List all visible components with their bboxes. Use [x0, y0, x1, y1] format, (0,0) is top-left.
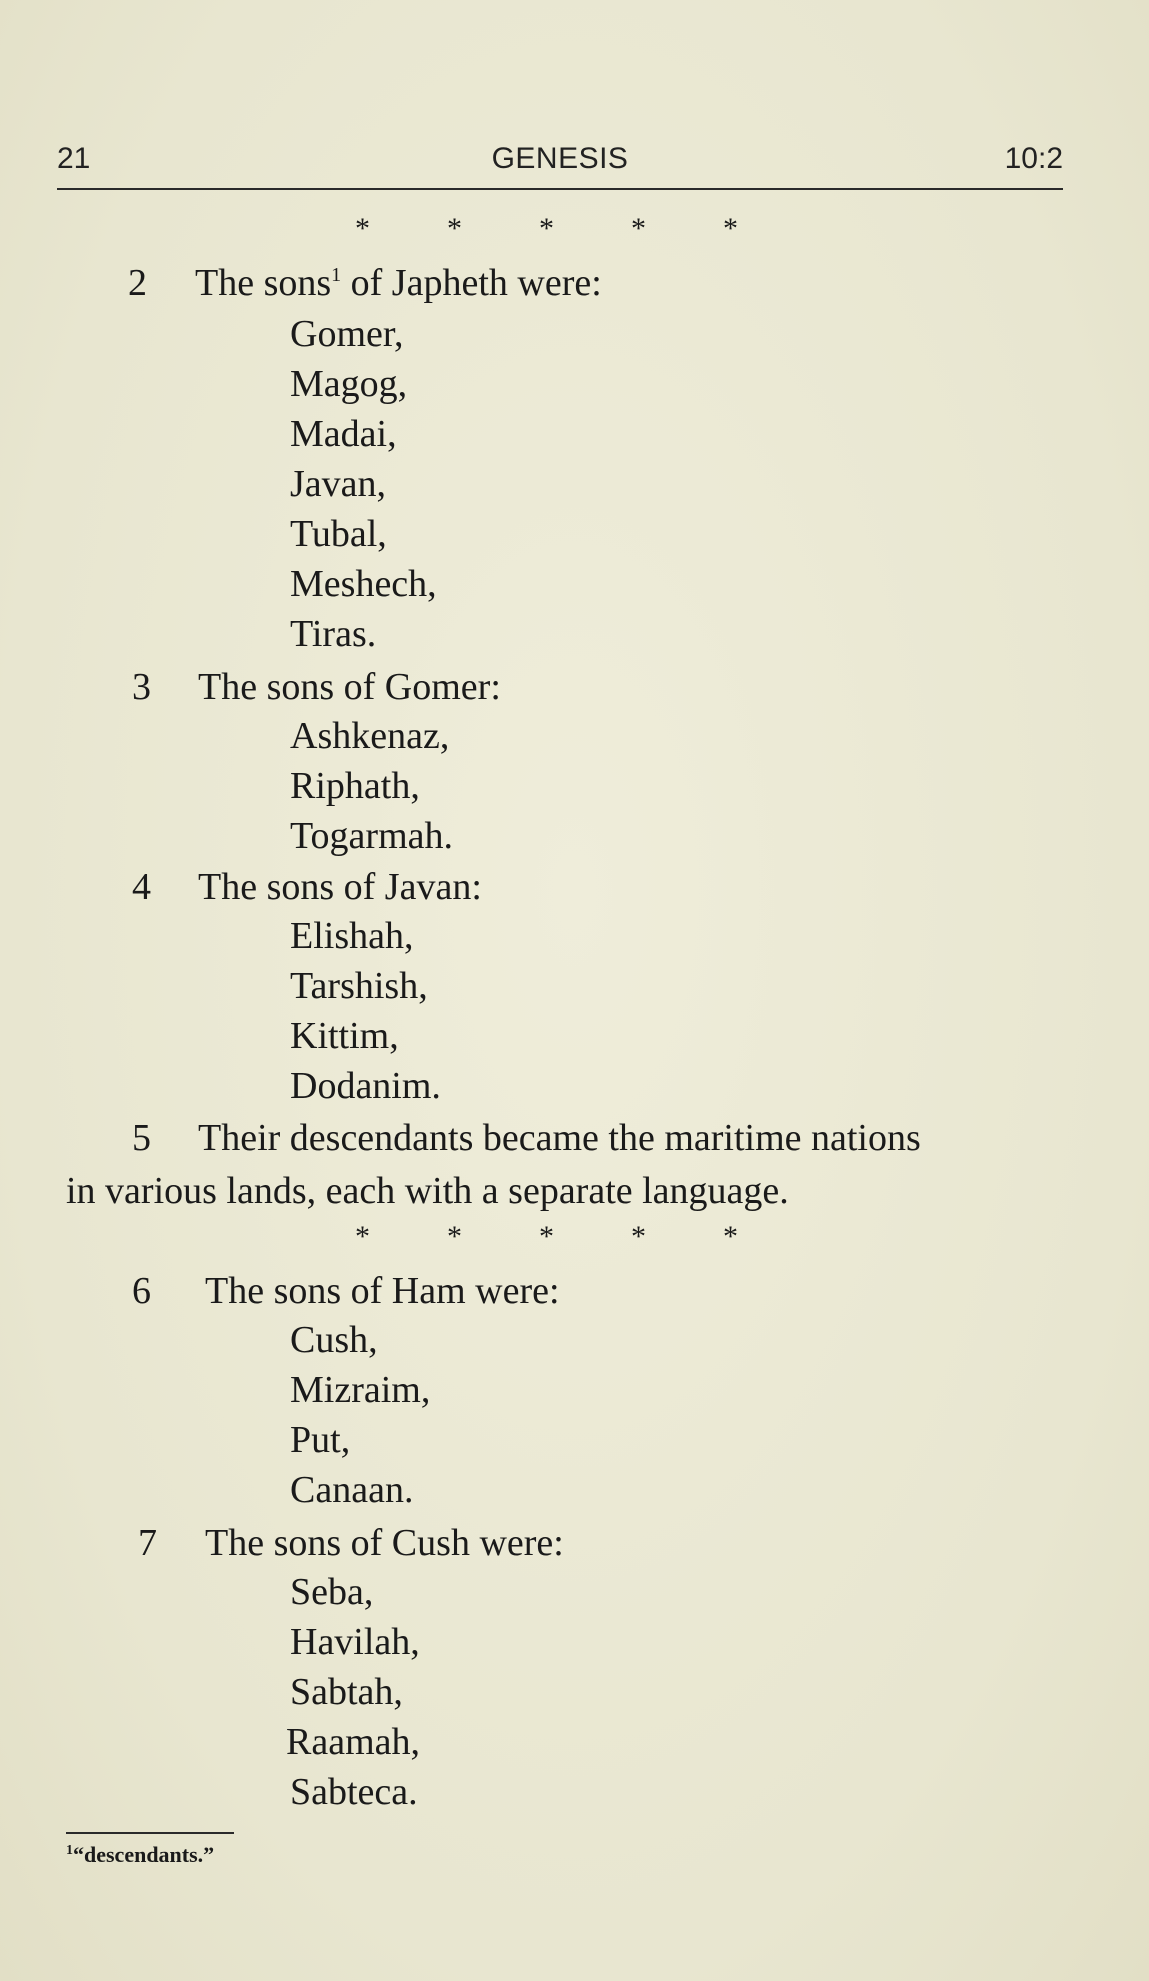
separator-star: * [539, 212, 554, 245]
list-item: Magog, [290, 363, 408, 405]
section-separator [355, 1220, 815, 1254]
list-item: Canaan. [290, 1469, 414, 1511]
separator-star: * [447, 1220, 462, 1253]
verse-number: 6 [132, 1270, 151, 1312]
list-item: Madai, [290, 413, 397, 455]
list-item: Havilah, [290, 1621, 420, 1663]
separator-star: * [539, 1220, 554, 1253]
list-item: Put, [290, 1419, 351, 1461]
separator-star: * [723, 1220, 738, 1253]
header-rule [57, 188, 1063, 190]
page-number: 21 [57, 142, 91, 175]
verse-number: 4 [132, 866, 151, 908]
list-item: Togarmah. [290, 815, 454, 857]
footnote-mark: 1 [331, 264, 342, 286]
list-item: Kittim, [290, 1015, 399, 1057]
verse-text-start: The sons [195, 262, 332, 304]
separator-star: * [723, 212, 738, 245]
list-item: Tiras. [290, 613, 377, 655]
list-item: Meshech, [290, 563, 437, 605]
verse-text-end: of Japheth were: [341, 262, 602, 304]
footnote-text: “descendants.” [73, 1842, 215, 1867]
list-item: Raamah, [286, 1721, 421, 1763]
verse-text: The sons of Gomer: [198, 666, 501, 708]
separator-star: * [631, 1220, 646, 1253]
list-item: Gomer, [290, 313, 404, 355]
chapter-verse-reference: 10:2 [1004, 142, 1063, 175]
verse-text: The sons of Javan: [198, 866, 482, 908]
list-item: Tubal, [290, 513, 387, 555]
list-item: Javan, [290, 463, 387, 505]
list-item: Sabtah, [290, 1671, 403, 1713]
list-item: Seba, [290, 1571, 374, 1613]
list-item: Sabteca. [290, 1771, 418, 1813]
separator-star: * [631, 212, 646, 245]
footnote-rule [66, 1832, 234, 1834]
list-item: Elishah, [290, 915, 414, 957]
list-item: Riphath, [290, 765, 420, 807]
separator-star: * [447, 212, 462, 245]
footnote-number: 1 [66, 1843, 73, 1858]
verse-text: The sons of Ham were: [205, 1270, 560, 1312]
verse-number: 7 [138, 1522, 157, 1564]
list-item: Tarshish, [290, 965, 428, 1007]
separator-star: * [355, 212, 370, 245]
running-header [57, 142, 1063, 192]
verse-number: 5 [132, 1117, 151, 1159]
separator-star: * [355, 1220, 370, 1253]
section-separator [355, 212, 815, 246]
verse-number: 2 [128, 262, 147, 304]
verse-number: 3 [132, 666, 151, 708]
verse-text [195, 260, 602, 306]
verse-text: Their descendants became the maritime nations [198, 1117, 921, 1159]
verse-5-line-2: in various lands, each with a separate language. [66, 1170, 789, 1212]
list-item: Mizraim, [290, 1369, 431, 1411]
list-item: Dodanim. [290, 1065, 441, 1107]
list-item: Cush, [290, 1319, 378, 1361]
book-title: GENESIS [491, 142, 629, 175]
verse-text: The sons of Cush were: [205, 1522, 564, 1564]
list-item: Ashkenaz, [290, 715, 450, 757]
footnote [66, 1842, 214, 1868]
